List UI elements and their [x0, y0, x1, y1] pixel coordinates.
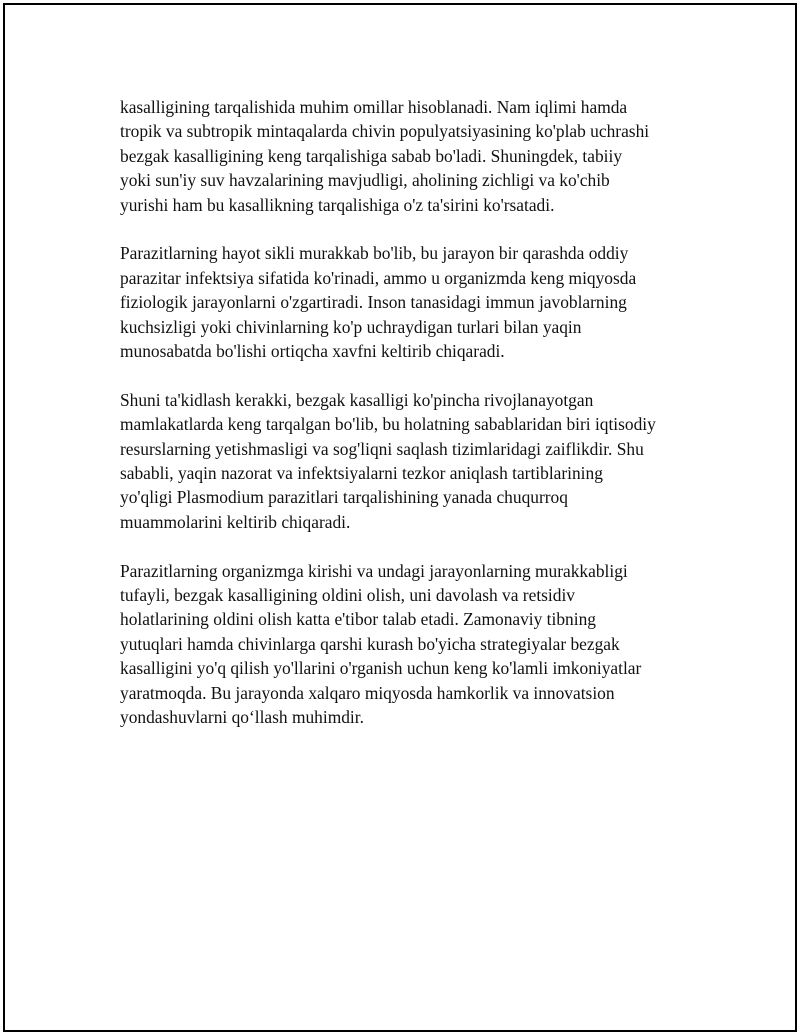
document-body [120, 95, 710, 754]
paragraph-2: Parazitlarning hayot sikli murakkab bo'lib, bu jarayon bir qarashda oddiy parazitar infektsiya sifatida ko'rinadi, ammo u organizmda keng miqyosda fiziologik jarayonlarni o'zgartiradi. Inson tanasidagi immun javoblarning kuchsizligi yoki chivinlarning ko'p uchraydigan turlari bilan yaqin munosabatda bo'lishi ortiqcha xavfni keltirib chiqaradi. [120, 243, 637, 362]
paragraph-4: Parazitlarning organizmga kirishi va undagi jarayonlarning murakkabligi tufayli, bezgak kasalligining oldini olish, uni davolash va retsidiv holatlarining oldini olish katta e'tibor talab etadi. Zamonaviy tibning yutuqlari hamda chivinlarga qarshi kurash bo'yicha strategiyalar bezgak kasalligini yo'q qilish yo'llarini o'rganish uchun keng ko'lamli imkoniyatlar yaratmoqda. Bu jarayonda xalqaro miqyosda hamkorlik va innovatsion yondashuvlarni qo‘llash muhimdir. [120, 560, 642, 728]
paragraph-1: kasalligining tarqalishida muhim omillar hisoblanadi. Nam iqlimi hamda tropik va subtropik mintaqalarda chivin populyatsiyasining ko'plab uchrashi bezgak kasalligining keng tarqalishiga sabab bo'ladi. Shuningdek, tabiiy yoki sun'iy suv havzalarining mavjudligi, aholining zichligi va ko'chib yurishi ham bu kasallikning tarqalishiga o'z ta'sirini ko'rsatadi. [120, 97, 650, 215]
paragraph-3: Shuni ta'kidlash kerakki, bezgak kasalligi ko'pincha rivojlanayotgan mamlakatlarda keng tarqalgan bo'lib, bu holatning sabablaridan biri iqtisodiy resurslarning yetishmasligi va sog'liqni saqlash tizimlaridagi zaiflikdir. Shu sababli, yaqin nazorat va infektsiyalarni tezkor aniqlash tartiblarining yo'qligi Plasmodium parazitlari tarqalishining yanada chuqurroq muammolarini keltirib chiqaradi. [120, 389, 656, 532]
document-page [3, 3, 797, 1032]
